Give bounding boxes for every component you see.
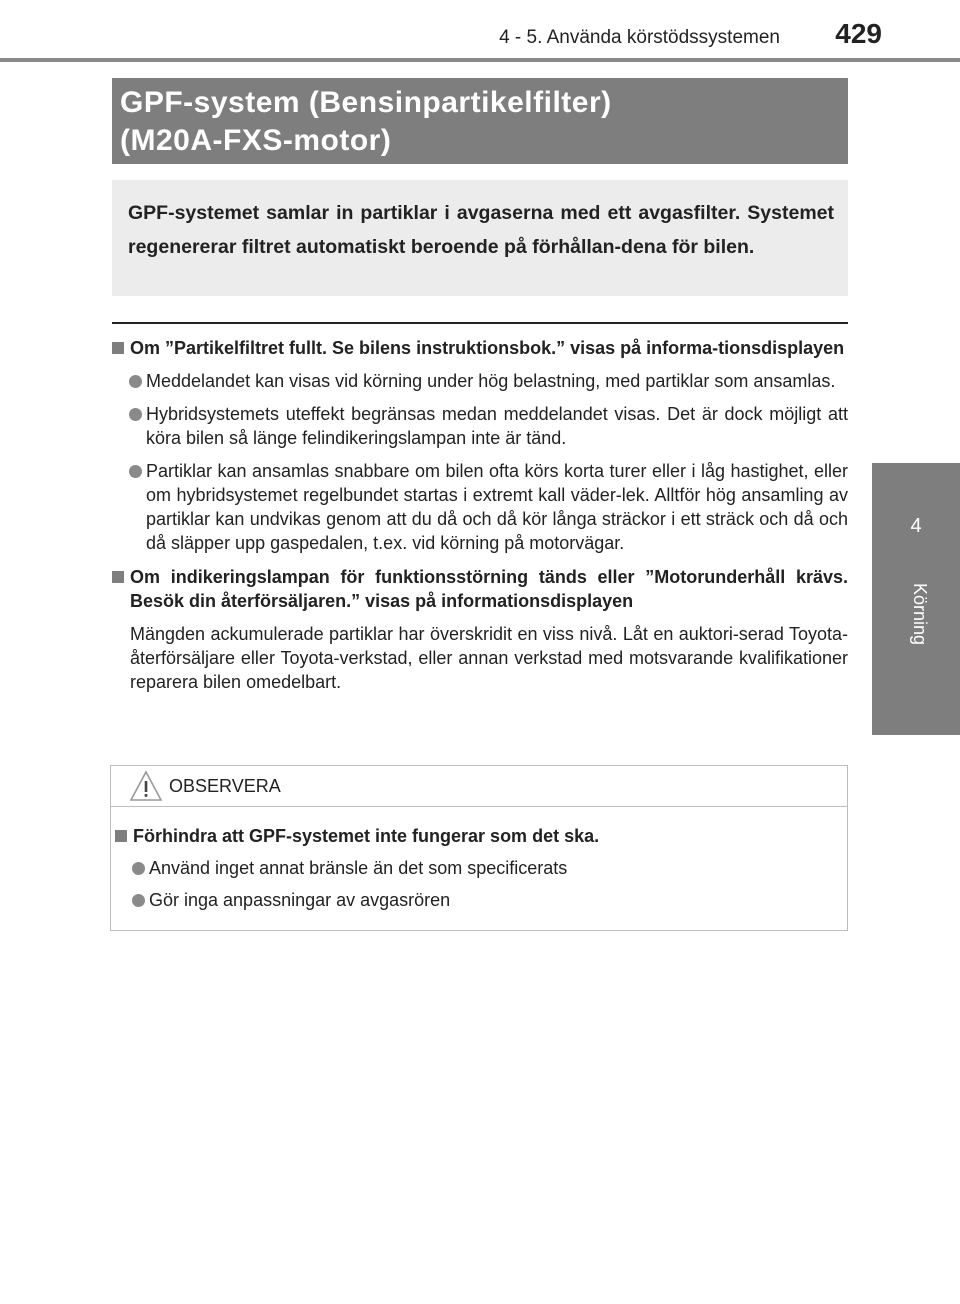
notice-heading [115,824,835,848]
square-bullet-icon [112,342,124,354]
header-section-title: 4 - 5. Använda körstödssystemen [499,27,780,48]
chapter-label: Körning [910,583,930,646]
list-item-text: Partiklar kan ansamlas snabbare om bilen ofta körs korta turer eller i låg hastighet, eller om hybridsystemet regelbundet startas i extremt kall väder-lek. Alltför hög ansamling av partiklar kan undvikas genom att du då och då kör långa sträckor i ett sträck och då och då släpper upp gaspedalen, t.ex. vid körning på motorvägar. [146,461,848,553]
circle-bullet-icon [129,408,142,421]
circle-bullet-icon [132,894,145,907]
square-bullet-icon [112,571,124,583]
warning-triangle-icon [129,769,163,808]
notice-header [111,766,847,807]
square-bullet-icon [115,830,127,842]
content-rule [112,322,848,324]
list-item-text: Meddelandet kan visas vid körning under hög belastning, med partiklar som ansamlas. [146,371,836,391]
list-item [112,459,848,555]
section1-heading [112,336,848,360]
notice-heading-text: Förhindra att GPF-systemet inte fungerar som det ska. [133,826,600,846]
intro-text: GPF-systemet samlar in partiklar i avgaserna med ett avgasfilter. Systemet regenererar filtret automatiskt beroende på förhållan-dena för bilen. [128,202,834,258]
list-item-text: Gör inga anpassningar av avgasrören [149,890,451,910]
section1-heading-text: Om ”Partikelfiltret fullt. Se bilens instruktionsbok.” visas på informa-tionsdisplayen [130,338,845,358]
section2-heading-text: Om indikeringslampan för funktionsstörning tänds eller ”Motorunderhåll krävs. Besök din återförsäljaren.” visas på informationsdisplayen [130,567,848,611]
list-item [115,856,835,880]
section2-paragraph: Mängden ackumulerade partiklar har överskridit en viss nivå. Låt en auktori-serad Toyota-återförsäljare eller Toyota-verkstad, eller annan verkstad med motsvarande kvalifikationer reparera bilen omedelbart. [130,624,848,692]
list-item [112,402,848,450]
list-item [112,369,848,393]
circle-bullet-icon [129,375,142,388]
section-title-line2: (M20A-FXS-motor) [120,124,392,157]
chapter-number: 4 [910,515,922,537]
section2-heading [112,565,848,613]
intro-box [112,180,848,296]
section-title-box [112,78,848,164]
header-rule [0,58,960,62]
list-item-text: Använd inget annat bränsle än det som specificerats [149,858,568,878]
content-body [112,336,848,694]
list-item-text: Hybridsystemets uteffekt begränsas medan meddelandet visas. Det är dock möjligt att köra bilen så länge felindikeringslampan inte är tänd. [146,404,848,448]
page-number: 429 [835,18,882,49]
notice-box [110,765,848,931]
circle-bullet-icon [129,465,142,478]
list-item [115,888,835,912]
circle-bullet-icon [132,862,145,875]
section-title-line1: GPF-system (Bensinpartikelfilter) [120,86,612,119]
section-title [120,84,612,160]
notice-title: OBSERVERA [169,776,281,796]
chapter-side-tab [872,463,960,735]
notice-body [115,824,835,912]
